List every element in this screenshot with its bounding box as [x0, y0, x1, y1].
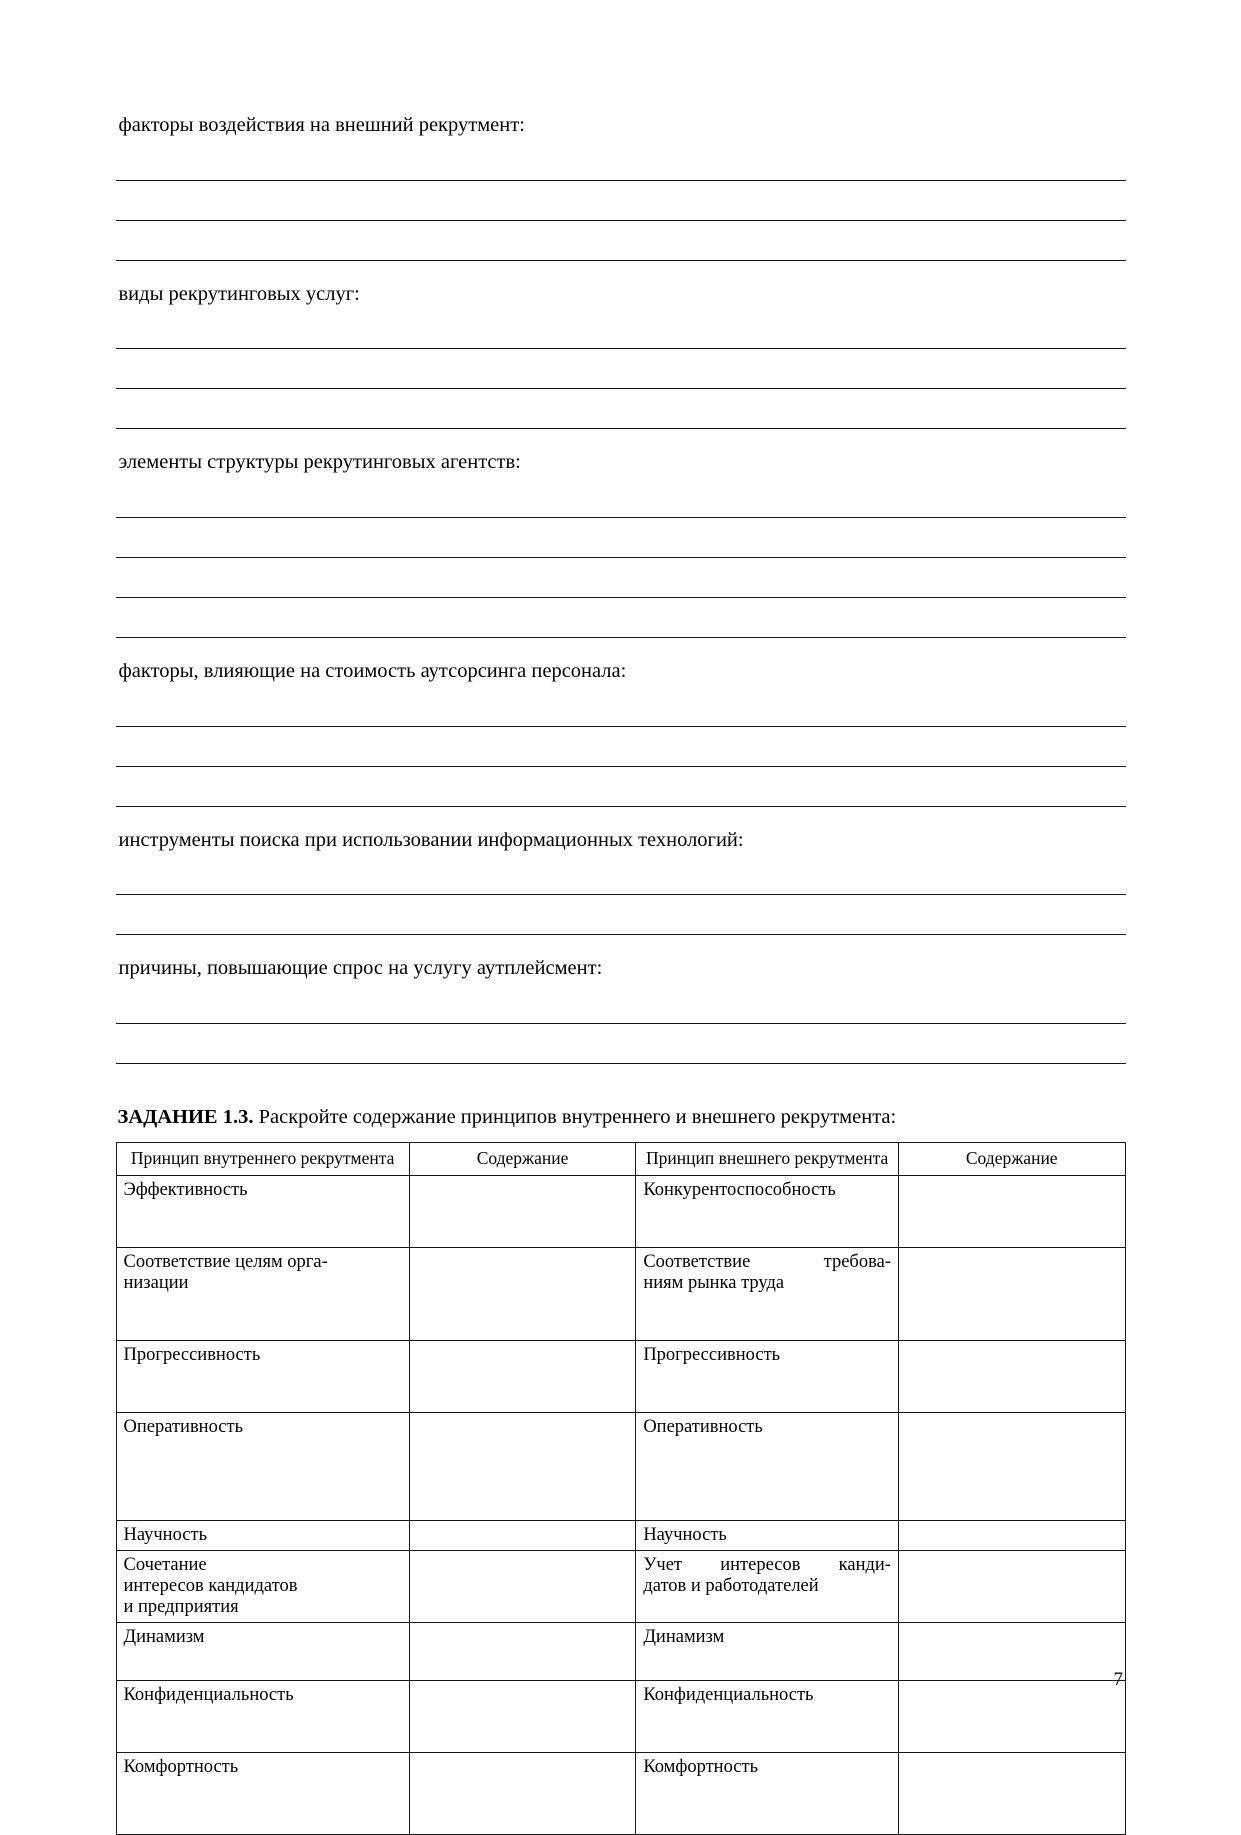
table-row: [116, 1622, 1125, 1680]
cell-internal-content[interactable]: [409, 1680, 636, 1752]
answer-line[interactable]: [116, 146, 1126, 181]
table-row: [116, 1550, 1125, 1622]
cell-external-principle: Конфиденциальность: [636, 1680, 899, 1752]
table-row: [116, 1175, 1125, 1247]
cell-internal-principle: Сочетание интересов кандидатов и предприятия: [116, 1550, 409, 1622]
page-number: 7: [1113, 1669, 1123, 1690]
cell-external-content[interactable]: [898, 1520, 1125, 1550]
cell-external-principle: Комфортность: [636, 1752, 899, 1834]
table-row: [116, 1680, 1125, 1752]
answer-lines: [116, 860, 1126, 935]
answer-lines: [116, 692, 1126, 807]
fill-in-section: [116, 827, 1126, 936]
table-row: [116, 1247, 1125, 1340]
section-prompt: виды рекрутинговых услуг:: [118, 282, 360, 305]
cell-external-principle: Учет интересов канди- датов и работодателей: [636, 1550, 899, 1622]
section-prompt: факторы, влияющие на стоимость аутсорсинга персонала:: [118, 660, 627, 683]
answer-lines: [116, 989, 1126, 1064]
cell-internal-content[interactable]: [409, 1520, 636, 1550]
section-prompt: элементы структуры рекрутинговых агентств:: [118, 451, 521, 474]
page-content: [116, 112, 1126, 1835]
column-header-external-content: Содержание: [898, 1142, 1125, 1175]
answer-line[interactable]: [116, 349, 1126, 389]
cell-external-principle: Прогрессивность: [636, 1340, 899, 1412]
fill-in-section: [116, 112, 1126, 261]
cell-external-content[interactable]: [898, 1340, 1125, 1412]
section-prompt: факторы воздействия на внешний рекрутмент:: [118, 114, 525, 136]
answer-line[interactable]: [116, 692, 1126, 727]
answer-line[interactable]: [116, 767, 1126, 807]
table-row: [116, 1340, 1125, 1412]
cell-internal-principle: Соответствие целям орга- низации: [116, 1247, 409, 1340]
cell-external-content[interactable]: [898, 1752, 1125, 1834]
cell-external-principle: Конкурентоспособность: [636, 1175, 899, 1247]
principles-table: [116, 1142, 1126, 1835]
cell-internal-principle: Оперативность: [116, 1412, 409, 1520]
table-row: [116, 1520, 1125, 1550]
cell-internal-content[interactable]: [409, 1412, 636, 1520]
cell-internal-content[interactable]: [409, 1622, 636, 1680]
cell-internal-content[interactable]: [409, 1175, 636, 1247]
cell-external-content[interactable]: [898, 1175, 1125, 1247]
cell-internal-principle: Динамизм: [116, 1622, 409, 1680]
table-row: [116, 1412, 1125, 1520]
answer-line[interactable]: [116, 1024, 1126, 1064]
cell-external-content[interactable]: [898, 1680, 1125, 1752]
cell-external-content[interactable]: [898, 1622, 1125, 1680]
table-row: [116, 1752, 1125, 1834]
fill-in-section: [116, 658, 1126, 807]
cell-internal-principle: Эффективность: [116, 1175, 409, 1247]
fill-in-section: [116, 955, 1126, 1064]
answer-line[interactable]: [116, 895, 1126, 935]
task-number: ЗАДАНИЕ 1.3.: [117, 1106, 254, 1129]
answer-line[interactable]: [116, 314, 1126, 349]
answer-line[interactable]: [116, 389, 1126, 429]
cell-internal-principle: Прогрессивность: [116, 1340, 409, 1412]
answer-line[interactable]: [116, 989, 1126, 1024]
fill-in-section: [116, 281, 1126, 430]
section-prompt: инструменты поиска при использовании информационных технологий:: [118, 828, 744, 851]
cell-external-principle: Оперативность: [636, 1412, 899, 1520]
cell-internal-content[interactable]: [409, 1340, 636, 1412]
answer-lines: [116, 483, 1126, 638]
cell-internal-content[interactable]: [409, 1247, 636, 1340]
answer-line[interactable]: [116, 860, 1126, 895]
task-heading: [118, 1104, 1126, 1132]
cell-internal-content[interactable]: [409, 1550, 636, 1622]
answer-line[interactable]: [116, 181, 1126, 221]
answer-line[interactable]: [116, 727, 1126, 767]
cell-external-principle: Соответствие требова- ниям рынка труда: [636, 1247, 899, 1340]
column-header-internal-content: Содержание: [409, 1142, 636, 1175]
answer-lines: [116, 146, 1126, 261]
answer-line[interactable]: [116, 221, 1126, 261]
cell-external-content[interactable]: [898, 1550, 1125, 1622]
section-prompt: причины, повышающие спрос на услугу аутплейсмент:: [118, 957, 603, 980]
column-header-internal-principle: Принцип внутреннего рекрутмента: [116, 1142, 409, 1175]
answer-lines: [116, 314, 1126, 429]
cell-internal-principle: Конфиденциальность: [116, 1680, 409, 1752]
cell-external-principle: Научность: [636, 1520, 899, 1550]
cell-external-principle: Динамизм: [636, 1622, 899, 1680]
answer-line[interactable]: [116, 518, 1126, 558]
answer-line[interactable]: [116, 598, 1126, 638]
table-header-row: [116, 1142, 1125, 1175]
cell-internal-principle: Научность: [116, 1520, 409, 1550]
answer-line[interactable]: [116, 483, 1126, 518]
cell-external-content[interactable]: [898, 1247, 1125, 1340]
cell-internal-principle: Комфортность: [116, 1752, 409, 1834]
cell-external-content[interactable]: [898, 1412, 1125, 1520]
cell-internal-content[interactable]: [409, 1752, 636, 1834]
fill-in-section: [116, 449, 1126, 638]
task-text: Раскройте содержание принципов внутреннего и внешнего рекрутмента:: [253, 1106, 897, 1129]
column-header-external-principle: Принцип внешнего рекрутмента: [636, 1142, 899, 1175]
answer-line[interactable]: [116, 558, 1126, 598]
